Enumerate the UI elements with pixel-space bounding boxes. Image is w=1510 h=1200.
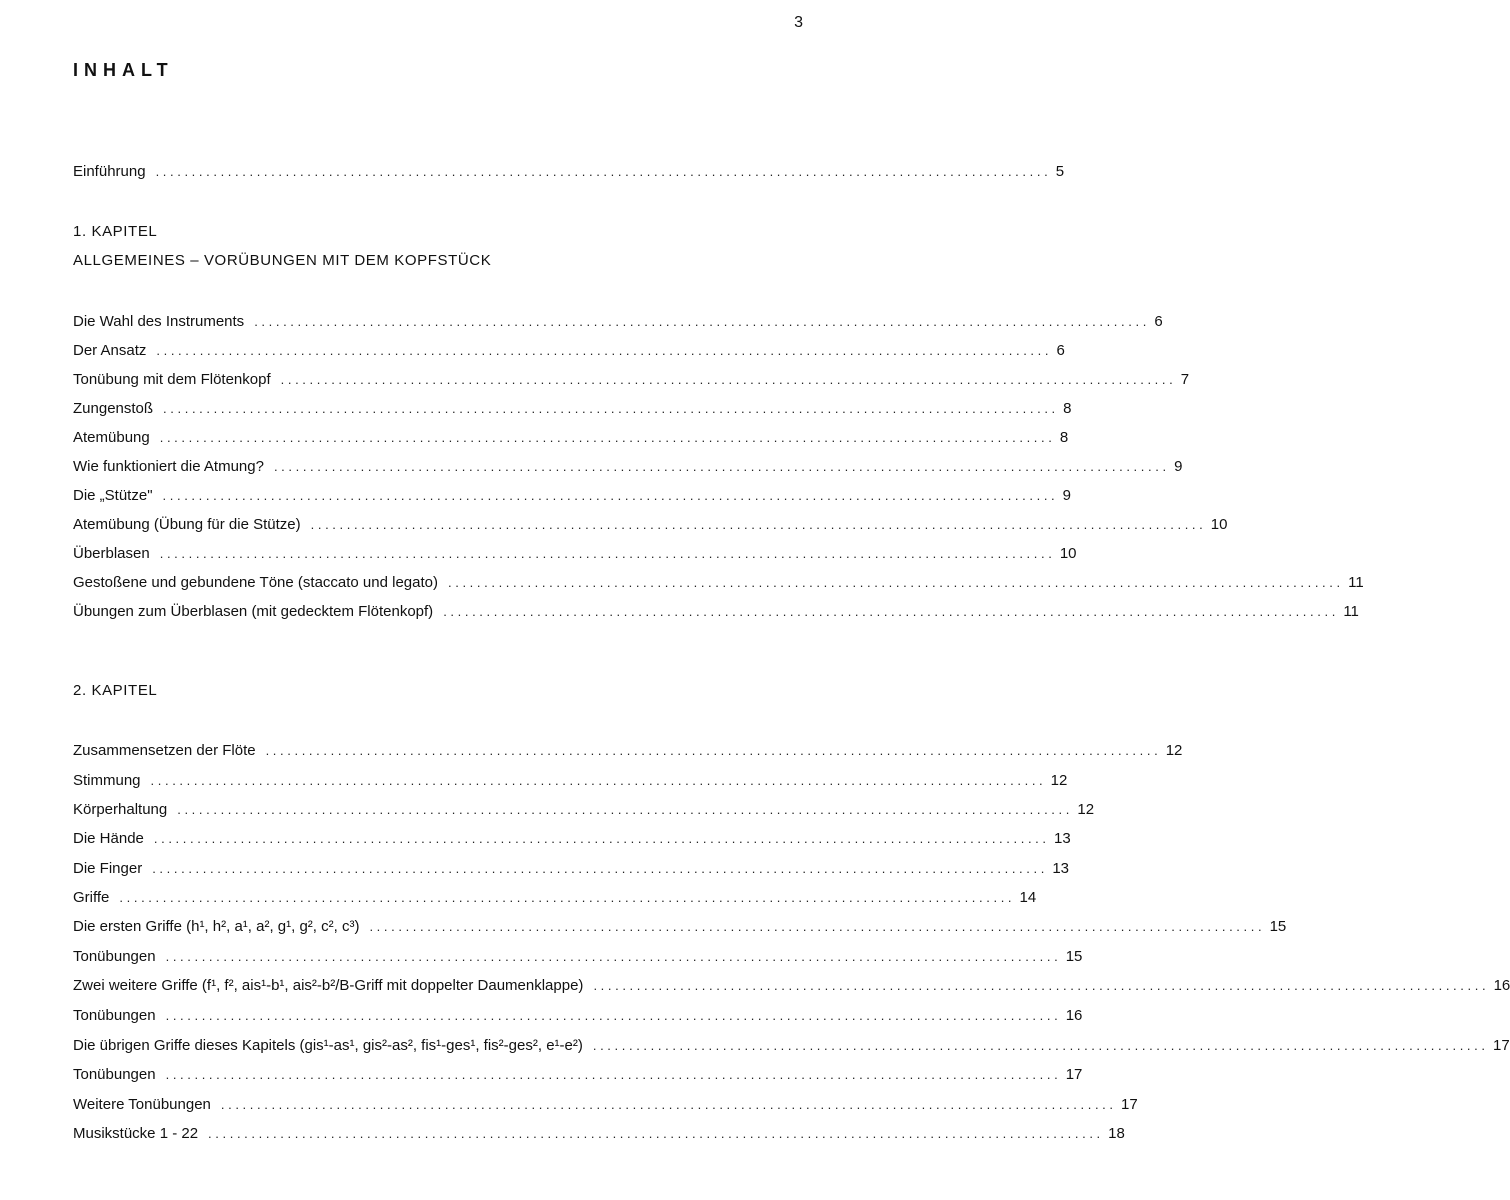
toc-entry-page: 6 <box>1056 342 1065 359</box>
dot-leader <box>156 164 1048 179</box>
toc-entry-label: Zungenstoß <box>73 400 154 417</box>
toc-entry <box>73 342 1065 362</box>
dot-leader <box>177 802 1069 817</box>
toc-entry-label: Einführung <box>73 163 146 180</box>
dot-leader <box>448 575 1340 590</box>
dot-leader <box>593 978 1485 993</box>
toc-entry-page: 7 <box>1180 371 1190 388</box>
toc-entry <box>73 516 1228 536</box>
chapter1-heading: 1. KAPITEL <box>73 223 158 240</box>
toc-entry-page: 9 <box>1174 458 1183 475</box>
dot-leader <box>221 1097 1113 1112</box>
toc-entry-page: 14 <box>1019 889 1037 906</box>
toc-entry <box>73 860 1070 880</box>
toc-entry <box>73 889 1037 909</box>
toc-entry-label: Griffe <box>73 889 110 906</box>
toc-entry <box>73 742 1183 762</box>
dot-leader <box>160 546 1052 561</box>
toc-entry-page: 10 <box>1210 516 1228 533</box>
toc-entry-label: Zusammensetzen der Flöte <box>73 742 256 759</box>
dot-leader <box>208 1126 1100 1141</box>
toc-entry-intro <box>73 163 1065 183</box>
toc-entry <box>73 948 1083 968</box>
toc-entry-label: Zwei weitere Griffe (f¹, f², ais¹-b¹, ais²-b²/B-Griff mit doppelter Daumenklappe) <box>73 977 584 994</box>
toc-entry-label: Musikstücke 1 - 22 <box>73 1125 199 1142</box>
toc-entry-label: Übungen zum Überblasen (mit gedecktem Flötenkopf) <box>73 603 434 620</box>
toc-entry-label: Überblasen <box>73 545 150 562</box>
toc-entry-page: 5 <box>1055 163 1065 180</box>
toc-entry <box>73 772 1068 792</box>
dot-leader <box>166 949 1058 964</box>
toc-entry-label: Die Finger <box>73 860 143 877</box>
dot-leader <box>152 861 1044 876</box>
toc-entry <box>73 1125 1125 1145</box>
dot-leader <box>156 343 1048 358</box>
dot-leader <box>166 1067 1058 1082</box>
toc-entry-page: 12 <box>1050 772 1068 789</box>
toc-entry-page: 6 <box>1154 313 1163 330</box>
dot-leader <box>281 372 1173 387</box>
toc-entry-page: 11 <box>1343 603 1359 620</box>
toc-entry <box>73 918 1287 938</box>
toc-entry <box>73 1007 1083 1027</box>
toc-entry-label: Wie funktioniert die Atmung? <box>73 458 264 475</box>
chapter2-heading: 2. KAPITEL <box>73 682 158 699</box>
toc-entry-page: 8 <box>1063 400 1072 417</box>
toc-entry-page: 8 <box>1059 429 1069 446</box>
toc-entry-page: 16 <box>1493 977 1510 994</box>
toc-entry <box>73 1037 1510 1057</box>
chapter1-subheading: ALLGEMEINES – VORÜBUNGEN MIT DEM KOPFSTÜCK <box>73 252 492 269</box>
toc-entry-page: 12 <box>1165 742 1183 759</box>
toc-entry-label: Die Hände <box>73 830 144 847</box>
toc-entry-label: Die übrigen Griffe dieses Kapitels (gis¹-as¹, gis²-as², fis¹-ges¹, fis²-ges², e¹-e²) <box>73 1037 583 1054</box>
dot-leader <box>163 488 1055 503</box>
dot-leader <box>593 1038 1485 1053</box>
toc-entry <box>73 458 1183 478</box>
toc-entry-page: 13 <box>1054 830 1071 847</box>
toc-entry-label: Der Ansatz <box>73 342 147 359</box>
toc-entry-label: Die Wahl des Instruments <box>73 313 245 330</box>
dot-leader <box>154 831 1046 846</box>
toc-entry <box>73 1066 1083 1086</box>
dot-leader <box>266 743 1158 758</box>
toc-entry-page: 10 <box>1059 545 1077 562</box>
dot-leader <box>311 517 1203 532</box>
dot-leader <box>151 773 1043 788</box>
dot-leader <box>443 604 1335 619</box>
toc-entry-label: Tonübungen <box>73 1007 156 1024</box>
toc-entry-label: Die „Stütze" <box>73 487 153 504</box>
dot-leader <box>369 919 1261 934</box>
dot-leader <box>166 1008 1058 1023</box>
toc-entry-label: Weitere Tonübungen <box>73 1096 211 1113</box>
toc-entry-page: 15 <box>1269 918 1287 935</box>
toc-entry-label: Tonübungen <box>73 948 156 965</box>
toc-entry-page: 17 <box>1065 1066 1083 1083</box>
toc-entry <box>73 371 1190 391</box>
toc-entry-label: Tonübungen <box>73 1066 156 1083</box>
toc-entry <box>73 1096 1138 1116</box>
dot-leader <box>254 314 1146 329</box>
dot-leader <box>163 401 1055 416</box>
page-title: INHALT <box>73 60 174 80</box>
toc-entry <box>73 977 1510 997</box>
toc-entry <box>73 400 1072 420</box>
toc-entry-label: Tonübung mit dem Flötenkopf <box>73 371 271 388</box>
toc-entry-page: 9 <box>1062 487 1071 504</box>
toc-entry <box>73 603 1359 623</box>
dot-leader <box>274 459 1166 474</box>
toc-entry-label: Atemübung <box>73 429 150 446</box>
toc-entry-label: Körperhaltung <box>73 801 168 818</box>
toc-entry-page: 13 <box>1052 860 1070 877</box>
toc-entry <box>73 830 1071 850</box>
page-number: 3 <box>794 14 803 31</box>
dot-leader <box>160 430 1052 445</box>
toc-entry <box>73 545 1077 565</box>
toc-entry-page: 12 <box>1077 801 1095 818</box>
toc-entry-label: Gestoßene und gebundene Töne (staccato und legato) <box>73 574 438 591</box>
toc-entry-page: 17 <box>1121 1096 1138 1113</box>
toc-entry-label: Stimmung <box>73 772 141 789</box>
toc-entry-page: 15 <box>1065 948 1083 965</box>
toc-entry <box>73 574 1364 594</box>
toc-entry-label: Atemübung (Übung für die Stütze) <box>73 516 301 533</box>
toc-entry <box>73 801 1095 821</box>
toc-entry <box>73 313 1163 333</box>
toc-entry <box>73 429 1069 449</box>
toc-entry-label: Die ersten Griffe (h¹, h², a¹, a², g¹, g², c², c³) <box>73 918 360 935</box>
toc-entry-page: 17 <box>1492 1037 1510 1054</box>
toc-entry-page: 18 <box>1108 1125 1125 1142</box>
dot-leader <box>119 890 1011 905</box>
toc-entry-page: 16 <box>1065 1007 1083 1024</box>
toc-entry <box>73 487 1071 507</box>
toc-entry-page: 11 <box>1348 574 1364 591</box>
